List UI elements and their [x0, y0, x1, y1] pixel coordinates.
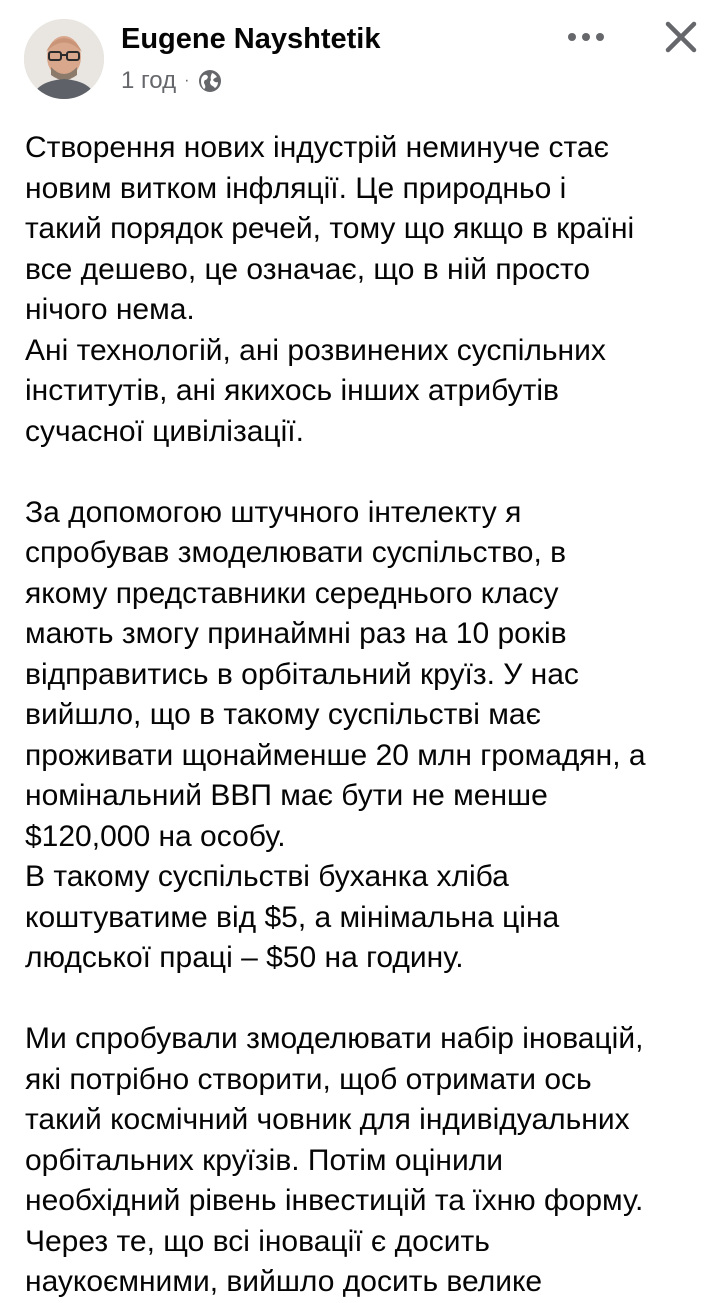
post-line: нічого нема.: [25, 293, 195, 326]
close-icon: [664, 20, 698, 54]
post-line: вийшло, що в такому суспільстві має: [25, 698, 541, 731]
post-line: такий порядок речей, тому що якщо в країні: [25, 212, 635, 245]
post-line: які потрібно створити, щоб отримати ось: [25, 1062, 592, 1096]
post-line: спробував змоделювати суспільство, в: [25, 536, 567, 569]
post-line: наукоємними, вийшло досить велике: [25, 1265, 543, 1298]
post-line: номінальний ВВП має бути не менше: [25, 779, 548, 812]
post-line: такий космічний човник для індивідуальних: [25, 1103, 630, 1136]
author-name[interactable]: Eugene Nayshtetik: [121, 23, 381, 55]
meta-separator: ·: [184, 72, 190, 89]
post-line: якому представники середнього класу: [25, 576, 559, 610]
avatar-image: [24, 19, 104, 99]
post-line: Створення нових індустрій неминуче стає: [25, 131, 609, 164]
post-line: людської праці – $50 на годину.: [25, 941, 464, 974]
paragraph-gap: [25, 979, 715, 1020]
post-line: все дешево, це означає, що в ній просто: [25, 252, 591, 286]
post-line: В такому суспільстві буханка хліба: [25, 860, 509, 893]
post-text: [25, 128, 715, 1303]
post-header: [0, 0, 720, 112]
globe-icon[interactable]: [197, 68, 223, 94]
avatar[interactable]: [24, 19, 104, 99]
post-timestamp[interactable]: 1 год: [121, 67, 177, 94]
post-line: сучасної цивілізації.: [25, 414, 304, 448]
post-meta: [121, 64, 223, 98]
close-button[interactable]: [658, 14, 704, 60]
post-line: новим витком інфляції. Це природньо і: [25, 171, 567, 205]
post-line: проживати щонайменше 20 млн громадян, а: [25, 738, 646, 772]
post-line: $120,000 на особу.: [25, 819, 286, 853]
post-line: необхідний рівень інвестицій та їхню форму.: [25, 1184, 644, 1217]
more-horizontal-icon: [566, 31, 606, 43]
paragraph-gap: [25, 452, 715, 493]
post-line: Ми спробували змоделювати набір іновацій,: [25, 1022, 644, 1055]
post-line: орбітальних круїзів. Потім оцінили: [25, 1143, 504, 1177]
post-line: мають змогу принаймні раз на 10 років: [25, 617, 567, 650]
more-options-button[interactable]: [562, 20, 610, 54]
post-line: За допомогою штучного інтелекту я: [25, 495, 522, 529]
post-line: Ані технологій, ані розвинених суспільних: [25, 333, 606, 367]
post-line: Через те, що всі іновації є досить: [25, 1224, 490, 1258]
post-line: інститутів, ані якихось інших атрибутів: [25, 374, 559, 407]
post-line: коштуватиме від $5, а мінімальна ціна: [25, 900, 560, 934]
post-line: відправитись в орбітальний круїз. У нас: [25, 657, 579, 691]
